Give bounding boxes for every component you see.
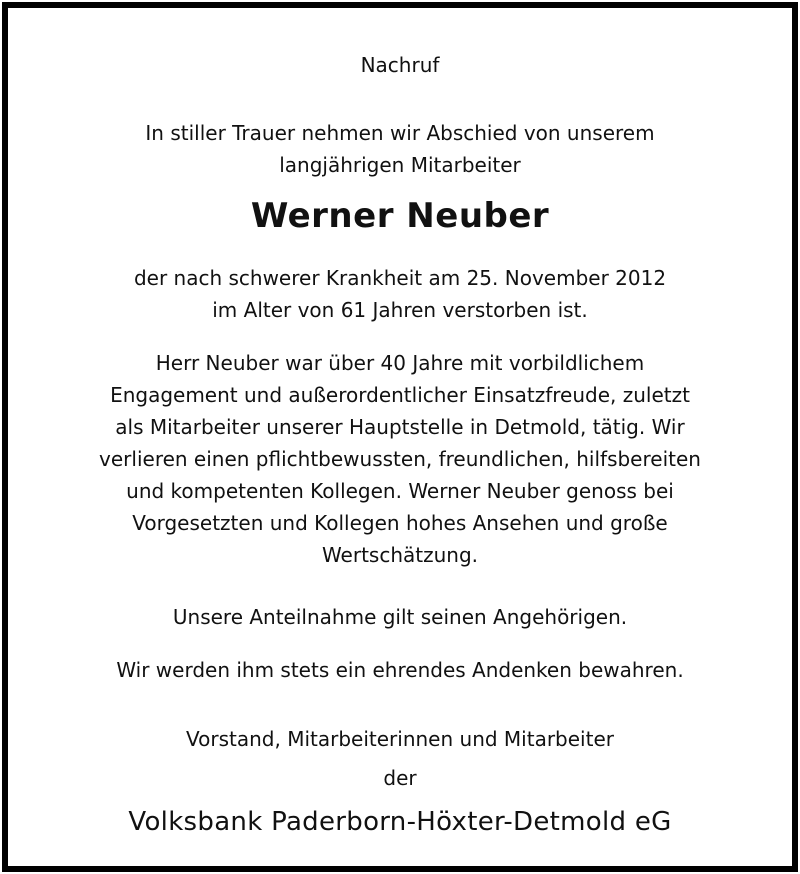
tribute-line: Herr Neuber war über 40 Jahre mit vorbildlichem	[155, 351, 645, 375]
intro-line: In stiller Trauer nehmen wir Abschied von unserem	[145, 121, 655, 145]
company-name: Volksbank Paderborn-Höxter-Detmold eG	[128, 807, 672, 837]
tribute-line: Wertschätzung.	[321, 543, 479, 567]
sympathy-line: Unsere Anteilnahme gilt seinen Angehörigen.	[172, 605, 628, 629]
obituary-notice	[2, 2, 798, 872]
tribute-line: als Mitarbeiter unserer Hauptstelle in Detmold, tätig. Wir	[115, 415, 685, 439]
tribute-line: Engagement und außerordentlicher Einsatzfreude, zuletzt	[110, 383, 690, 407]
tribute-line: und kompetenten Kollegen. Werner Neuber genoss bei	[126, 479, 674, 503]
connector-word: der	[383, 766, 417, 790]
notice-heading: Nachruf	[360, 53, 440, 77]
tribute-line: Vorgesetzten und Kollegen hohes Ansehen und große	[132, 511, 668, 535]
tribute-paragraph	[8, 347, 792, 571]
signers-line: Vorstand, Mitarbeiterinnen und Mitarbeiter	[186, 727, 614, 751]
deceased-name: Werner Neuber	[250, 196, 550, 236]
tribute-line: verlieren einen pflichtbewussten, freundlichen, hilfsbereiten	[99, 447, 701, 471]
death-paragraph	[8, 262, 792, 326]
death-line: der nach schwerer Krankheit am 25. November 2012	[133, 266, 667, 290]
remembrance-line: Wir werden ihm stets ein ehrendes Andenken bewahren.	[116, 658, 684, 682]
intro-line: langjährigen Mitarbeiter	[279, 153, 521, 177]
intro-paragraph	[8, 117, 792, 181]
death-line: im Alter von 61 Jahren verstorben ist.	[212, 298, 588, 322]
